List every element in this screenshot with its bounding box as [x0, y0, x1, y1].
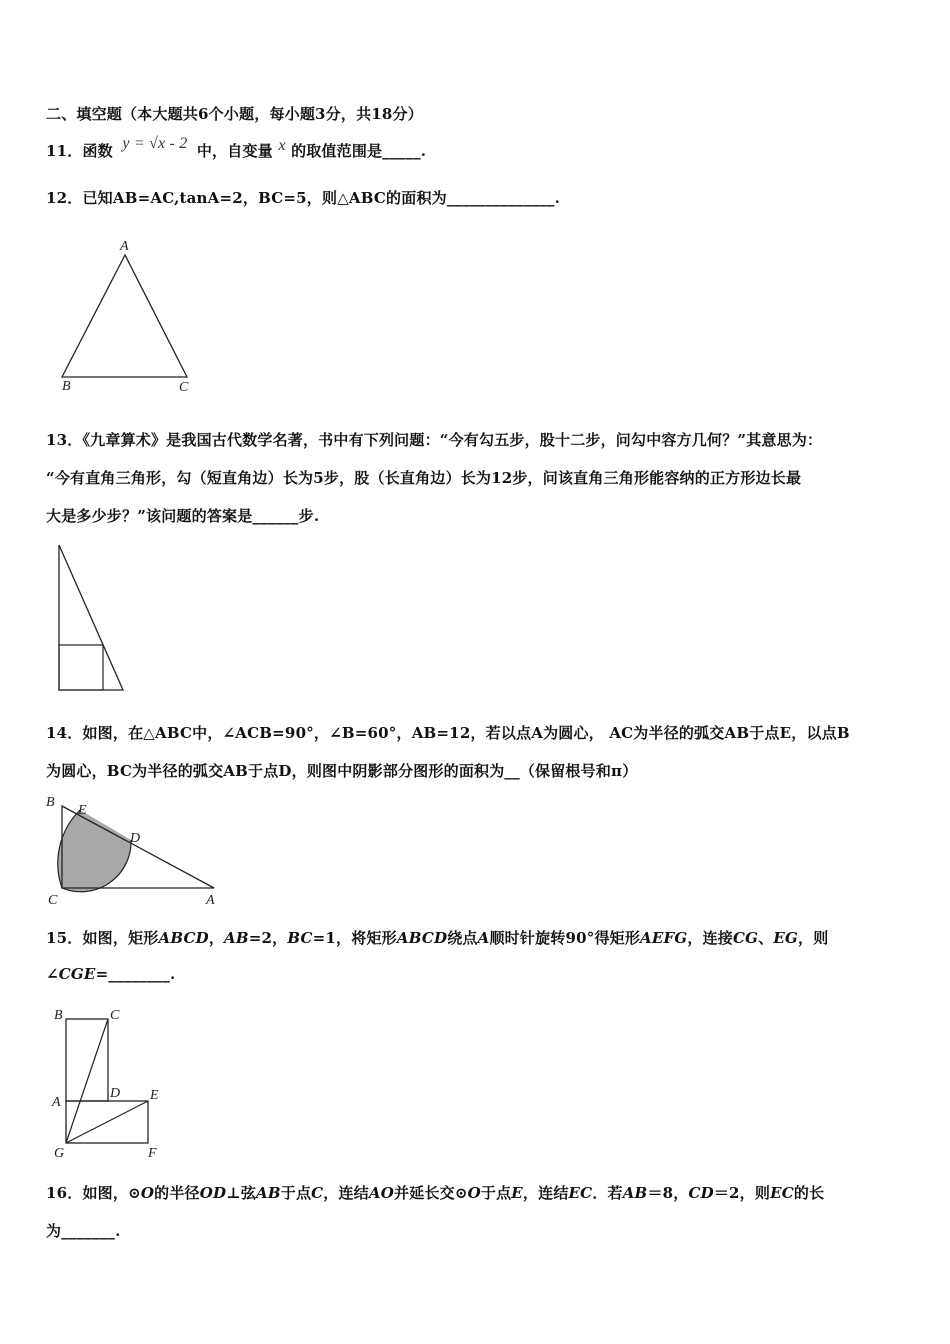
q11-middle: 中，自变量 — [196, 142, 273, 160]
label-b: B — [46, 795, 55, 810]
q16-text: 于点 — [280, 1184, 312, 1202]
q15-blank: =________. — [95, 965, 176, 983]
q16-text: 于点 — [480, 1184, 512, 1202]
q16-ec: EC — [568, 1184, 593, 1202]
question-15-line1 — [46, 927, 828, 948]
label-a: A — [120, 239, 129, 254]
q16-text: 并延长交⊙ — [394, 1184, 468, 1202]
q15-text: 、 — [758, 929, 774, 947]
q16-o: O — [467, 1184, 481, 1202]
q15-text: 顺时针旋转90°得矩形 — [489, 929, 641, 947]
question-14-line1: 14．如图，在△ABC中，∠ACB=90°，∠B=60°，AB=12，若以点A为圆心， AC为半径的弧交AB于点E，以点B — [46, 724, 850, 742]
q14-arc-figure — [44, 792, 224, 912]
q16-ab: AB — [256, 1184, 281, 1202]
shaded-region — [58, 810, 131, 892]
q16-text: ，连结 — [323, 1184, 369, 1202]
q15-rectangle-figure — [44, 1002, 174, 1166]
q16-ao: AO — [368, 1184, 395, 1202]
q15-text: ，连接 — [687, 929, 733, 947]
q15-text: 绕点 — [447, 929, 478, 947]
q15-text: ，则 — [798, 929, 829, 947]
q11-formula: y = √x - 2 — [122, 135, 188, 152]
q16-text: 的半径 — [154, 1184, 200, 1202]
label-f: F — [148, 1146, 157, 1161]
label-b: B — [54, 1008, 63, 1023]
q13-triangle-square-figure — [50, 540, 140, 699]
label-b: B — [62, 379, 71, 394]
q16-text: ，连结 — [522, 1184, 569, 1202]
q15-ab: AB — [224, 929, 249, 947]
q16-text: 16．如图，⊙ — [46, 1184, 141, 1202]
q16-ec: EC — [770, 1184, 794, 1202]
label-d: D — [110, 1086, 121, 1101]
q12-triangle-figure — [50, 235, 210, 399]
q15-text: 15．如图，矩形 — [46, 929, 159, 947]
q16-text: ⊥弦 — [226, 1184, 257, 1202]
label-e: E — [150, 1088, 159, 1103]
q16-text: 的长 — [793, 1184, 825, 1202]
q15-aefg: AEFG — [640, 929, 688, 947]
q11-prefix: 11．函数 — [46, 142, 113, 160]
question-13-line2: “今有直角三角形，勾（短直角边）长为5步，股（长直角边）长为12步，问该直角三角形能容纳的正方形边长最 — [46, 469, 802, 487]
q15-cge: CGE — [58, 965, 96, 983]
q15-abcd: ABCD — [158, 929, 209, 947]
q16-ab: AB — [622, 1184, 648, 1202]
q16-od: OD — [199, 1184, 227, 1202]
label-c: C — [110, 1008, 120, 1023]
label-d: D — [130, 831, 141, 846]
question-16-line1 — [46, 1182, 824, 1203]
question-12: 12．已知AB=AC,tanA=2，BC=5，则△ABC的面积为______________. — [46, 189, 561, 207]
angle-symbol: ∠ — [46, 965, 59, 983]
q15-abcd: ABCD — [396, 929, 448, 947]
label-g: G — [54, 1146, 65, 1161]
right-triangle — [59, 545, 123, 690]
label-a: A — [52, 1095, 61, 1110]
q16-c: C — [311, 1184, 324, 1202]
q16-e: E — [511, 1184, 523, 1202]
label-c: C — [179, 380, 189, 395]
label-c: C — [48, 893, 58, 908]
q16-text: ＝2，则 — [713, 1184, 771, 1202]
rectangle-abcd — [66, 1019, 108, 1101]
triangle-abc — [62, 255, 187, 377]
q15-a: A — [477, 929, 490, 947]
q15-eg: EG — [773, 929, 799, 947]
q16-cd: CD — [688, 1184, 714, 1202]
question-13-line1: 13．《九章算术》是我国古代数学名著，书中有下列问题：“今有勾五步，股十二步，问勾中容方几何？”其意思为： — [46, 431, 823, 449]
question-16-line2: 为_______. — [46, 1222, 121, 1240]
question-11 — [46, 135, 427, 161]
q15-cg: CG — [733, 929, 759, 947]
q16-text: ．若 — [592, 1184, 623, 1202]
section-header: 二、填空题（本大题共6个小题，每小题3分，共18分） — [46, 105, 423, 123]
q11-var: x — [278, 137, 286, 154]
q15-bc: BC — [287, 929, 313, 947]
q15-text: =1，将矩形 — [312, 929, 397, 947]
q15-text: ， — [208, 929, 225, 947]
question-15-line2 — [46, 965, 175, 983]
inscribed-square — [59, 645, 103, 690]
question-14-line2: 为圆心，BC为半径的弧交AB于点D，则图中阴影部分图形的面积为__（保留根号和π） — [46, 762, 638, 780]
q15-text: =2， — [248, 929, 288, 947]
q16-o: O — [140, 1184, 155, 1202]
q16-text: ＝8， — [647, 1184, 689, 1202]
q11-suffix: 的取值范围是_____. — [291, 142, 427, 160]
label-e: E — [78, 803, 87, 818]
label-a: A — [206, 893, 215, 908]
question-13-line3: 大是多少步？”该问题的答案是______步. — [46, 507, 320, 525]
